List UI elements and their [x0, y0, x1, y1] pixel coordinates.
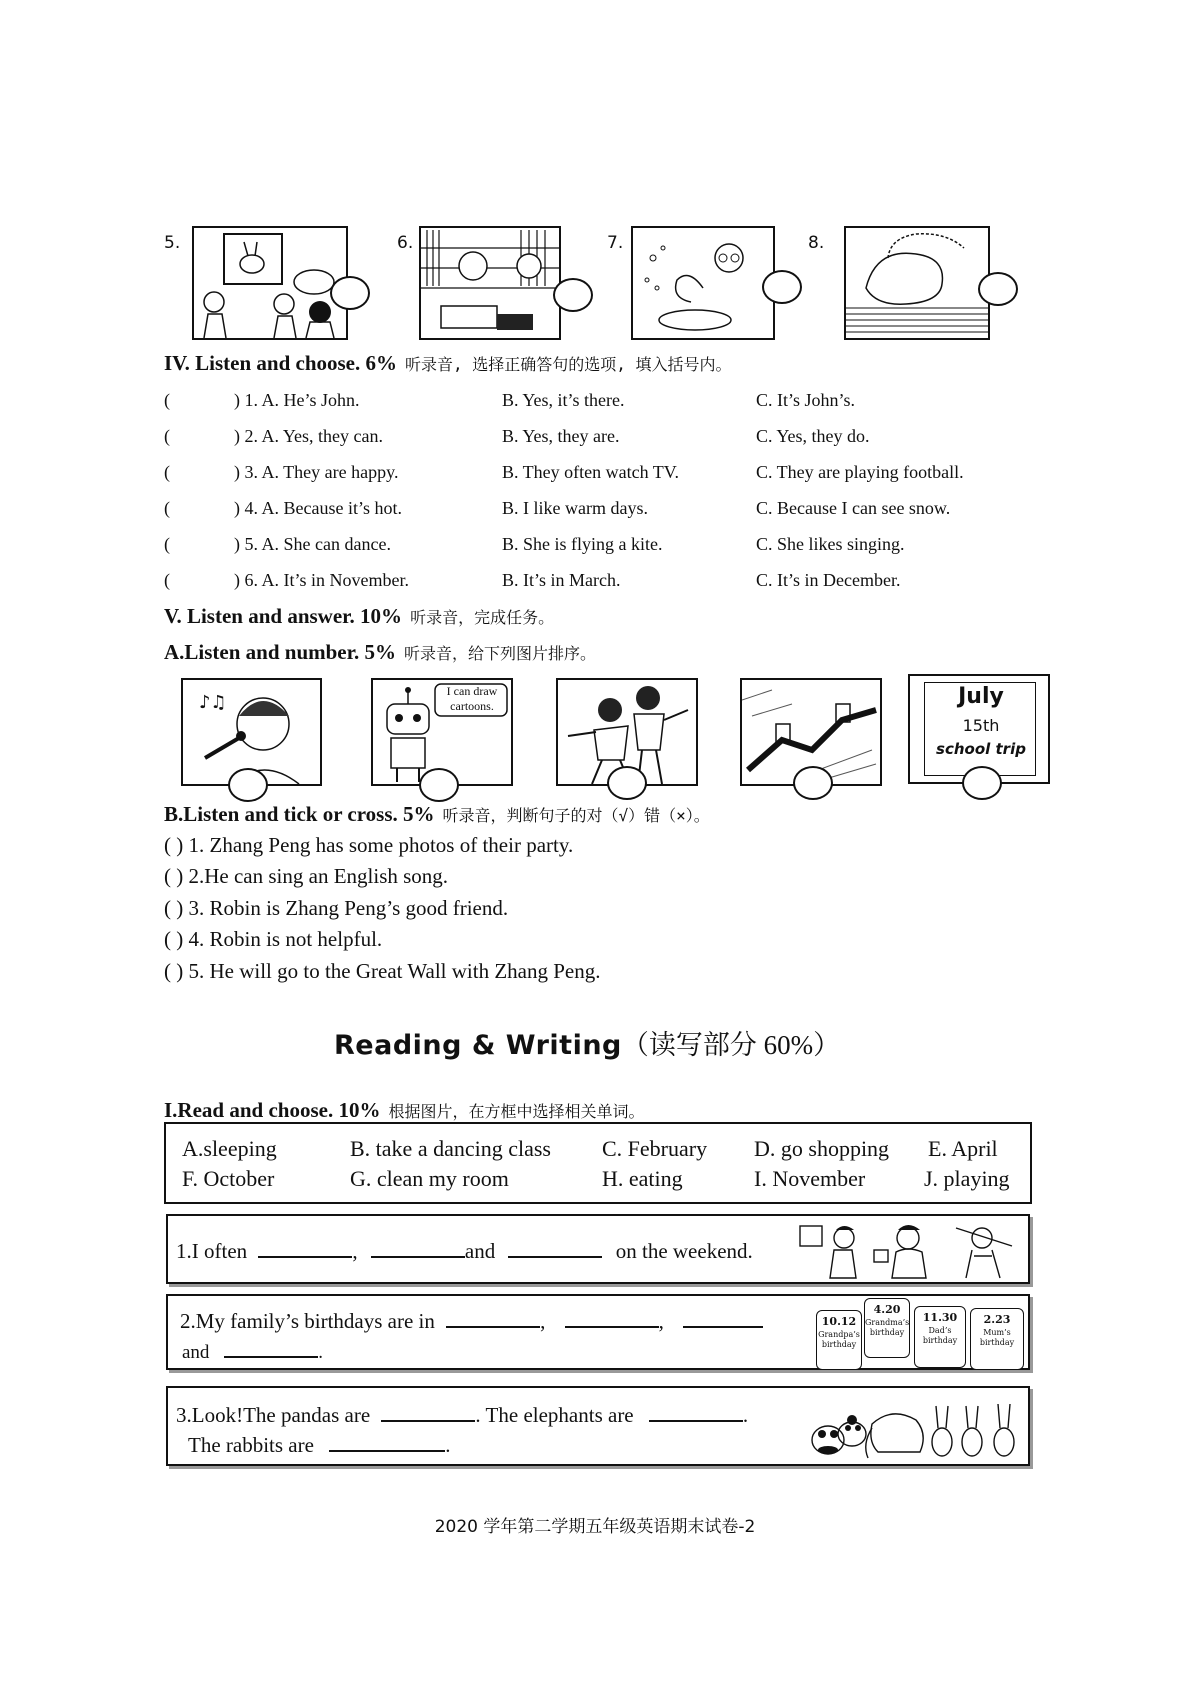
- option-b: B. Yes, it’s there.: [502, 390, 625, 410]
- answer-blank[interactable]: [683, 1308, 763, 1328]
- q3-part: . The elephants are: [475, 1403, 634, 1427]
- q1-part: 1.I often: [176, 1239, 248, 1263]
- birthday-date: 2.23: [983, 1313, 1011, 1326]
- washing-clothes-illustration: [633, 228, 773, 338]
- reading-writing-title-en: Reading & Writing: [334, 1030, 622, 1061]
- q2-part: .: [318, 1342, 323, 1363]
- tick-cross-item[interactable]: ( ) 5. He will go to the Great Wall with Zhang Peng.: [164, 959, 601, 983]
- elephant-water-illustration: [846, 228, 988, 338]
- option-c: C. Because I can see snow.: [756, 498, 951, 518]
- answer-circle[interactable]: [762, 270, 802, 304]
- calendar-event: school trip: [936, 740, 1026, 758]
- answer-blank[interactable]: [446, 1308, 540, 1328]
- answer-paren[interactable]: (: [164, 498, 170, 518]
- picture-number: 5.: [164, 233, 181, 253]
- reading-writing-title-cn: （读写部分 60%）: [621, 1030, 841, 1060]
- section-vb-instruction: 听录音，判断句子的对（√）错（×）。: [442, 806, 710, 825]
- word-option: A.sleeping: [182, 1136, 277, 1161]
- section-va-instruction: 听录音，给下列图片排序。: [404, 644, 597, 663]
- answer-paren[interactable]: (: [164, 390, 170, 410]
- answer-circle[interactable]: [978, 272, 1018, 306]
- section-vb-title: B.Listen and tick or cross. 5%: [164, 802, 435, 826]
- question-2-line-1: [180, 1308, 763, 1334]
- birthday-label: Grandpa’s birthday: [818, 1330, 860, 1349]
- answer-paren[interactable]: (: [164, 570, 170, 590]
- option-b: B. I like warm days.: [502, 498, 648, 518]
- word-option: G. clean my room: [350, 1166, 509, 1191]
- picture-kids-poster: [192, 226, 348, 340]
- answer-circle[interactable]: [793, 766, 833, 800]
- option-b: B. She is flying a kite.: [502, 534, 663, 554]
- word-option: H. eating: [602, 1166, 683, 1191]
- picture-number: 7.: [607, 233, 624, 253]
- q1-part: ,: [352, 1239, 358, 1263]
- library-illustration: [421, 228, 559, 338]
- section-iv-title: IV. Listen and choose. 6%: [164, 351, 397, 375]
- q2-part: ,: [540, 1309, 546, 1333]
- q3-part: .: [742, 1403, 749, 1427]
- answer-blank[interactable]: [224, 1338, 318, 1358]
- calendar-month: July: [958, 684, 1004, 709]
- section-v-title: V. Listen and answer. 10%: [164, 604, 403, 628]
- word-option: I. November: [754, 1166, 866, 1191]
- word-option: F. October: [182, 1166, 275, 1191]
- option-c: C. It’s in December.: [756, 570, 901, 590]
- option-a: ) 4. A. Because it’s hot.: [234, 498, 402, 518]
- option-a: ) 2. A. Yes, they can.: [234, 426, 383, 446]
- svg-text:♪♫: ♪♫: [199, 692, 227, 713]
- birthday-card: [914, 1306, 966, 1368]
- question-3-box: [166, 1386, 1030, 1466]
- section-v-heading: [164, 604, 554, 629]
- section-vb-heading: [164, 802, 710, 827]
- word-bank: [164, 1122, 1032, 1204]
- answer-circle[interactable]: [553, 278, 593, 312]
- q1-part: on the weekend.: [615, 1239, 753, 1263]
- page-footer: 2020 学年第二学期五年级英语期末试卷-2: [434, 1517, 756, 1537]
- question-1-box: [166, 1214, 1030, 1284]
- answer-circle[interactable]: [330, 276, 370, 310]
- word-option: D. go shopping: [754, 1136, 890, 1161]
- answer-paren[interactable]: (: [164, 534, 170, 554]
- picture-washing-clothes: [631, 226, 775, 340]
- answer-blank[interactable]: [508, 1238, 602, 1258]
- q1-part: and: [464, 1239, 496, 1263]
- answer-blank[interactable]: [649, 1402, 743, 1422]
- word-option: B. take a dancing class: [350, 1136, 551, 1161]
- birthday-card: [970, 1308, 1024, 1370]
- tick-cross-item[interactable]: ( ) 3. Robin is Zhang Peng’s good friend.: [164, 896, 509, 920]
- picture-number: 6.: [397, 233, 414, 253]
- tick-cross-item[interactable]: ( ) 4. Robin is not helpful.: [164, 927, 383, 951]
- section-iv-heading: [164, 351, 732, 376]
- q2-part: ,: [658, 1309, 664, 1333]
- option-c: C. She likes singing.: [756, 534, 905, 554]
- option-c: C. They are playing football.: [756, 462, 964, 482]
- answer-circle[interactable]: [962, 766, 1002, 800]
- section-v-instruction: 听录音，完成任务。: [410, 608, 555, 627]
- answer-paren[interactable]: (: [164, 462, 170, 482]
- option-c: C. It’s John’s.: [756, 390, 856, 410]
- q3-part: 3.Look!The pandas are: [176, 1403, 371, 1427]
- word-option: J. playing: [924, 1166, 1010, 1191]
- answer-circle[interactable]: [228, 768, 268, 802]
- question-1-text: [176, 1238, 753, 1264]
- q2-part: 2.My family’s birthdays are in: [180, 1309, 435, 1333]
- question-3-line-1: [176, 1402, 748, 1428]
- option-a: ) 6. A. It’s in November.: [234, 570, 409, 590]
- answer-blank[interactable]: [329, 1432, 445, 1452]
- picture-number: 8.: [808, 233, 825, 253]
- word-option: E. April: [928, 1136, 998, 1161]
- picture-library: [419, 226, 561, 340]
- section-ri-heading: [164, 1098, 644, 1123]
- calendar-day: 15th: [962, 716, 1000, 735]
- birthday-date: 4.20: [873, 1303, 901, 1316]
- section-va-heading: [164, 640, 596, 665]
- kids-poster-illustration: [194, 228, 346, 338]
- q2-part: and: [182, 1342, 210, 1363]
- option-a: ) 1. A. He’s John.: [234, 390, 360, 410]
- birthday-label: Dad’s birthday: [922, 1326, 958, 1345]
- answer-blank[interactable]: [258, 1238, 352, 1258]
- section-iv-instruction: 听录音, 选择正确答句的选项, 填入括号内。: [405, 355, 732, 374]
- q3-part: The rabbits are: [188, 1433, 314, 1457]
- section-ri-title: I.Read and choose. 10%: [164, 1098, 381, 1122]
- birthday-date: 10.12: [821, 1315, 857, 1328]
- option-b: B. They often watch TV.: [502, 462, 679, 482]
- reading-writing-title: [334, 1023, 840, 1062]
- tick-cross-item[interactable]: ( ) 2.He can sing an English song.: [164, 864, 449, 888]
- birthday-label: Grandma’s birthday: [865, 1318, 910, 1337]
- picture-elephant-water: [844, 226, 990, 340]
- answer-circle[interactable]: [419, 768, 459, 802]
- option-a: ) 3. A. They are happy.: [234, 462, 399, 482]
- answer-blank[interactable]: [565, 1308, 659, 1328]
- question-2-line-2: [182, 1338, 323, 1364]
- answer-paren[interactable]: (: [164, 426, 170, 446]
- question-2-box: [166, 1294, 1030, 1370]
- answer-blank[interactable]: [371, 1238, 465, 1258]
- tick-cross-item[interactable]: ( ) 1. Zhang Peng has some photos of their party.: [164, 833, 574, 857]
- animals-illustration: [808, 1394, 1028, 1464]
- word-option: C. February: [602, 1136, 708, 1161]
- robot-speech-bubble: I can draw cartoons.: [446, 684, 498, 713]
- question-3-line-2: [188, 1432, 450, 1458]
- birthday-label: Mum’s birthday: [979, 1328, 1015, 1347]
- section-ri-instruction: 根据图片，在方框中选择相关单词。: [388, 1102, 645, 1121]
- option-b: B. It’s in March.: [502, 570, 621, 590]
- q3-part: .: [445, 1433, 451, 1457]
- section-va-title: A.Listen and number. 5%: [164, 640, 397, 664]
- weekend-activities-illustration: [796, 1220, 1026, 1282]
- birthday-card: [816, 1310, 862, 1370]
- option-a: ) 5. A. She can dance.: [234, 534, 391, 554]
- answer-blank[interactable]: [381, 1402, 475, 1422]
- option-b: B. Yes, they are.: [502, 426, 620, 446]
- option-c: C. Yes, they do.: [756, 426, 870, 446]
- birthday-date: 11.30: [922, 1311, 958, 1324]
- answer-circle[interactable]: [607, 766, 647, 800]
- birthday-card: [864, 1298, 910, 1358]
